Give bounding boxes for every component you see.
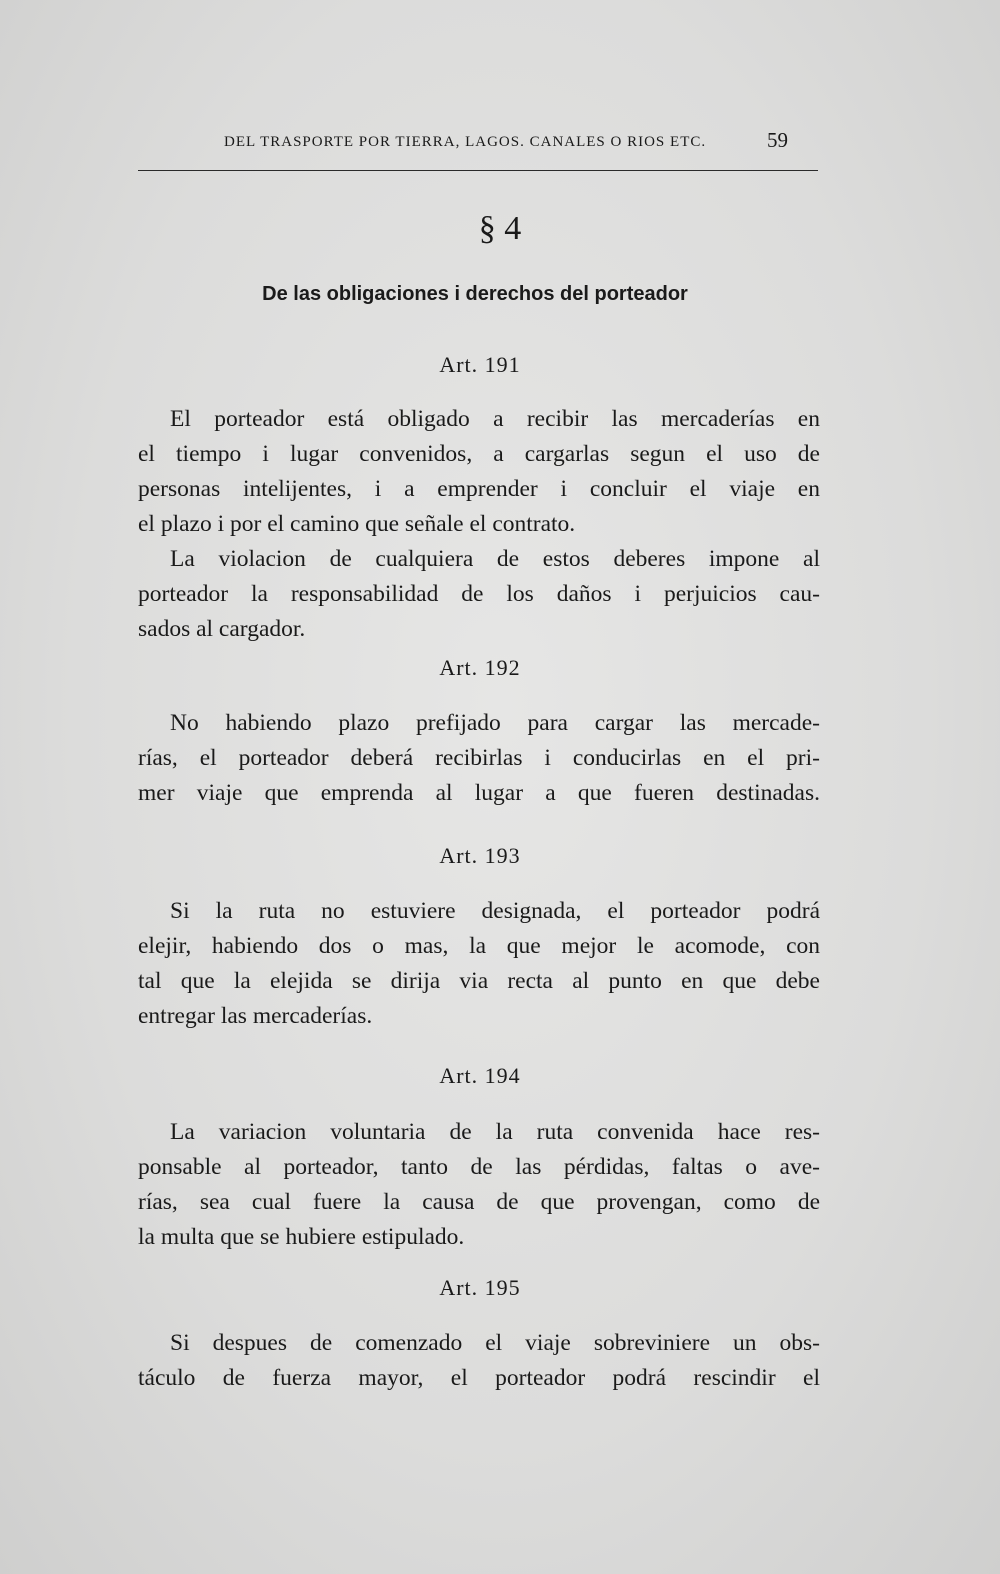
text-line: táculo de fuerza mayor, el porteador podrá rescindir el bbox=[138, 1365, 820, 1391]
text-line: El porteador está obligado a recibir las mercaderías en bbox=[170, 406, 820, 432]
text-line: La violacion de cualquiera de estos deberes impone al bbox=[170, 546, 820, 572]
article-194-paragraph-1 bbox=[138, 1115, 820, 1255]
text-line: ponsable al porteador, tanto de las pérdidas, faltas o ave- bbox=[138, 1154, 820, 1180]
text-line: No habiendo plazo prefijado para cargar las mercade- bbox=[170, 710, 820, 736]
text-line: entregar las mercaderías. bbox=[138, 1003, 373, 1029]
article-191-paragraph-2 bbox=[138, 542, 820, 647]
running-title: DEL TRASPORTE POR TIERRA, LAGOS. CANALES O RIOS ETC. bbox=[224, 134, 707, 150]
article-191-paragraph-1 bbox=[138, 402, 820, 542]
text-line: elejir, habiendo dos o mas, la que mejor le acomode, con bbox=[138, 933, 820, 959]
page-number: 59 bbox=[767, 128, 788, 152]
article-heading-193: Art. 193 bbox=[439, 843, 521, 868]
text-line: el tiempo i lugar convenidos, a cargarlas segun el uso de bbox=[138, 441, 820, 467]
text-line: el plazo i por el camino que señale el contrato. bbox=[138, 511, 576, 537]
text-line: rías, el porteador deberá recibirlas i conducirlas en el pri- bbox=[138, 745, 820, 771]
section-mark: § 4 bbox=[478, 210, 522, 247]
text-line: tal que la elejida se dirija via recta al punto en que debe bbox=[138, 968, 820, 994]
article-heading-192: Art. 192 bbox=[439, 655, 521, 680]
text-line: porteador la responsabilidad de los daños i perjuicios cau- bbox=[138, 581, 820, 607]
text-line: personas intelijentes, i a emprender i concluir el viaje en bbox=[138, 476, 820, 502]
text-line: rías, sea cual fuere la causa de que provengan, como de bbox=[138, 1189, 820, 1215]
text-line: Si la ruta no estuviere designada, el porteador podrá bbox=[170, 898, 820, 924]
text-line: La variacion voluntaria de la ruta convenida hace res- bbox=[170, 1119, 820, 1145]
text-line: Si despues de comenzado el viaje sobreviniere un obs- bbox=[170, 1330, 820, 1356]
running-head bbox=[138, 128, 818, 172]
header-rule bbox=[138, 170, 818, 171]
article-192-paragraph-1 bbox=[138, 706, 820, 811]
article-heading-194: Art. 194 bbox=[439, 1063, 521, 1088]
article-193-paragraph-1 bbox=[138, 894, 820, 1034]
article-195-paragraph-1 bbox=[138, 1326, 820, 1396]
text-line: la multa que se hubiere estipulado. bbox=[138, 1224, 465, 1250]
text-line: sados al cargador. bbox=[138, 616, 306, 642]
section-title: De las obligaciones i derechos del porteador bbox=[262, 283, 688, 305]
article-heading-191: Art. 191 bbox=[439, 352, 521, 377]
text-line: mer viaje que emprenda al lugar a que fueren destinadas. bbox=[138, 780, 820, 806]
article-heading-195: Art. 195 bbox=[439, 1275, 521, 1300]
